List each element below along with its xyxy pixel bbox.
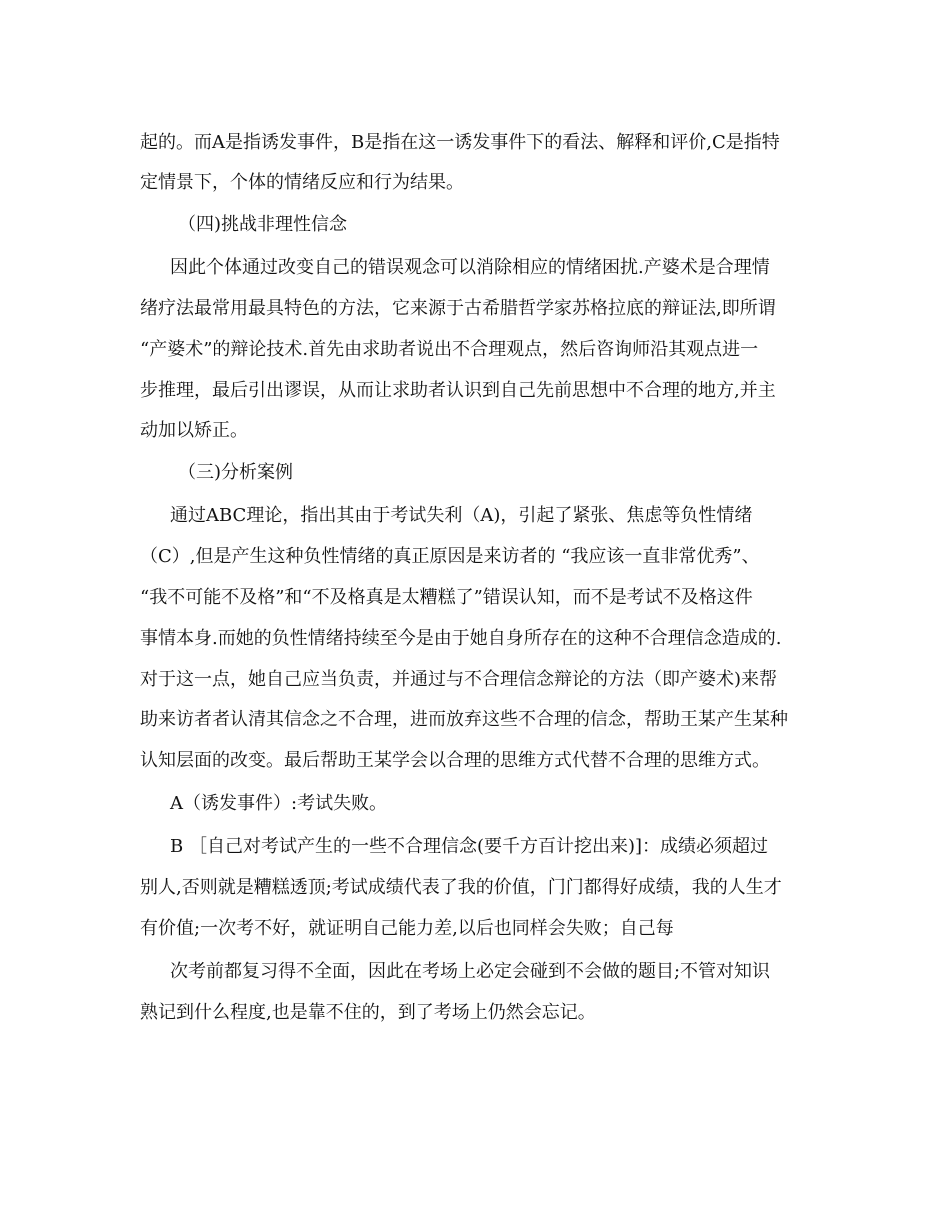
paragraph-line: 因此个体通过改变自己的错误观念可以消除相应的情绪困扰.产婆术是合理情 — [170, 257, 770, 278]
section-heading: （三)分析案例 — [178, 462, 294, 483]
paragraph-line: 步推理，最后引出谬误，从而让求助者认识到自己先前思想中不合理的地方,并主 — [140, 380, 776, 401]
paragraph-line: （C）,但是产生这种负性情绪的真正原因是来访者的 “我应该一直非常优秀”、 — [140, 546, 760, 567]
paragraph-line: 通过ABC理论，指出其由于考试失利（A)，引起了紧张、焦虑等负性情绪 — [170, 505, 753, 526]
paragraph-line: 对于这一点，她自己应当负责，并通过与不合理信念辩论的方法（即产婆术)来帮 — [140, 669, 778, 690]
paragraph-line: 事情本身.而她的负性情绪持续至今是由于她自身所存在的这种不合理信念造成的. — [140, 628, 782, 649]
paragraph-line: 定情景下，个体的情绪反应和行为结果。 — [140, 172, 464, 193]
paragraph-line: B ［自己对考试产生的一些不合理信念(要千方百计挖出来)]：成绩必须超过 — [170, 836, 769, 857]
paragraph-line: “我不可能不及格”和“不及格真是太糟糕了”错误认知，而不是考试不及格这件 — [140, 587, 753, 608]
paragraph-line: “产婆术”的辩论技术.首先由求助者说出不合理观点，然后咨询师沿其观点进一 — [140, 339, 759, 360]
paragraph-line: 熟记到什么程度,也是靠不住的，到了考场上仍然会忘记。 — [140, 1002, 596, 1023]
paragraph-line: 起的。而A是指诱发事件，B是指在这一诱发事件下的看法、解释和评价,C是指特 — [140, 132, 780, 153]
paragraph-line: 绪疗法最常用最具特色的方法，它来源于古希腊哲学家苏格拉底的辩证法,即所谓 — [140, 298, 776, 319]
paragraph-line: 别人,否则就是糟糕透顶;考试成绩代表了我的价值，门门都得好成绩，我的人生才 — [140, 877, 782, 898]
paragraph-line: 认知层面的改变。最后帮助王某学会以合理的思维方式代替不合理的思维方式。 — [140, 750, 770, 771]
paragraph-line: 次考前都复习得不全面，因此在考场上必定会碰到不会做的题目;不管对知识 — [170, 961, 771, 982]
paragraph-line: 动加以矫正。 — [140, 420, 248, 441]
section-heading: （四)挑战非理性信念 — [178, 214, 348, 235]
paragraph-line: 有价值;一次考不好，就证明自己能力差,以后也同样会失败；自己每 — [140, 918, 674, 939]
paragraph-line: A（诱发事件）:考试失败。 — [170, 793, 388, 814]
paragraph-line: 助来访者者认清其信念之不合理，进而放弃这些不合理的信念，帮助王某产生某种 — [140, 709, 788, 730]
